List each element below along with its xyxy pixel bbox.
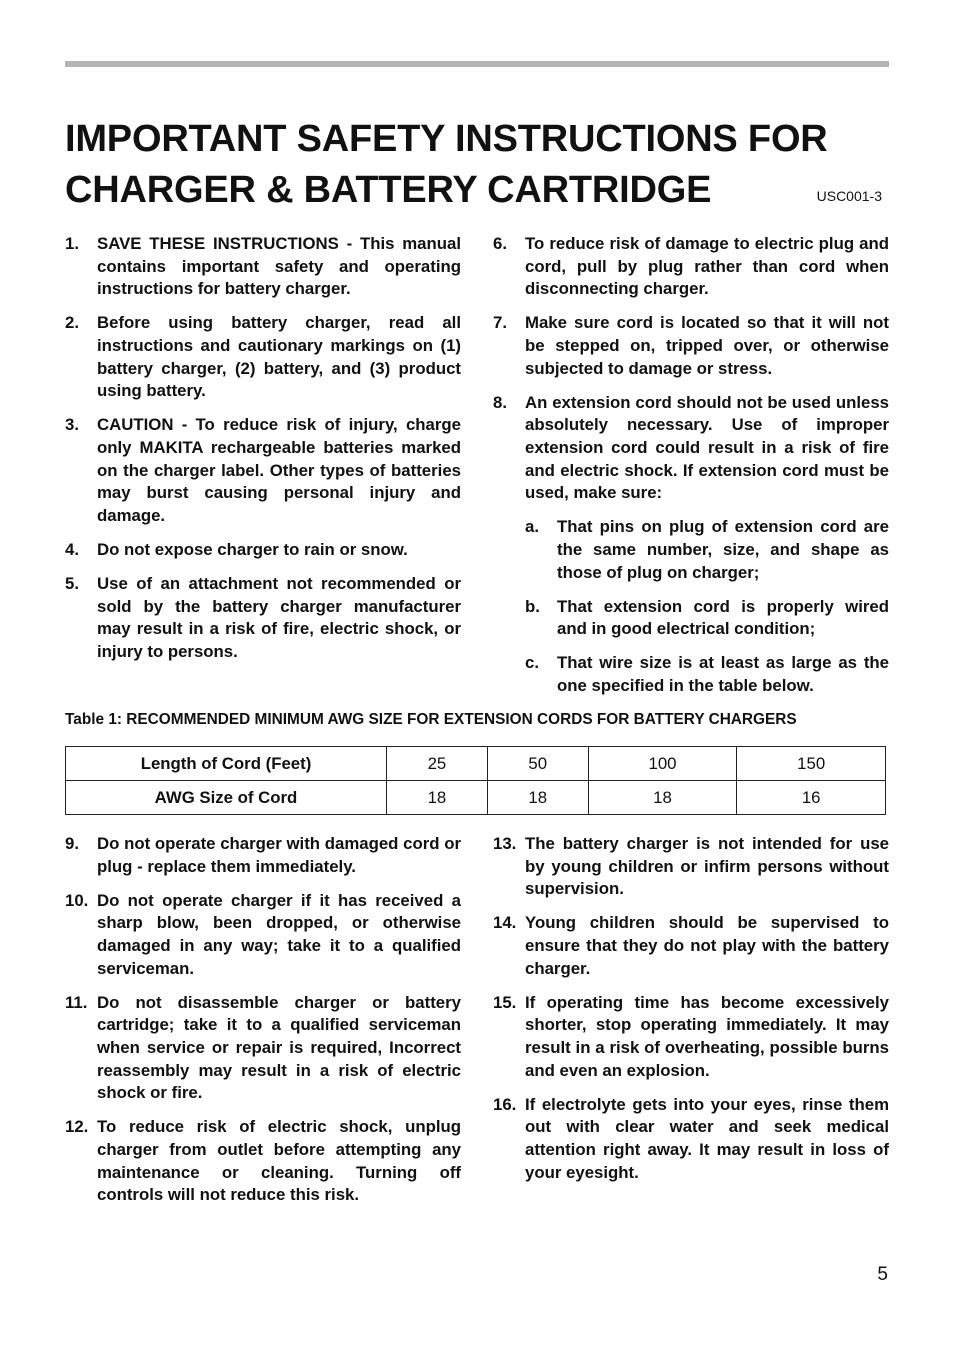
instruction-item-5 — [65, 573, 461, 664]
item-text: An extension cord should not be used unless absolutely necessary. Use of improper extension cord could result in a risk of fire and electric shock. If extension cord must be used, make sure: — [525, 392, 889, 503]
table-cell: 25 — [387, 747, 488, 781]
row-header: AWG Size of Cord — [66, 781, 387, 815]
document-code: USC001-3 — [816, 188, 882, 204]
item-number: 3. — [65, 415, 79, 435]
instruction-subitem-a — [525, 516, 889, 584]
instruction-item-7 — [493, 312, 889, 380]
item-number: 11. — [65, 992, 88, 1012]
instruction-item-3 — [65, 414, 461, 528]
instruction-item-11 — [65, 992, 461, 1106]
table-cell: 18 — [588, 781, 737, 815]
item-text: Do not disassemble charger or battery cartridge; take it to a qualified serviceman when service or repair is required, Incorrect reassembly may result in a risk of electric shock or fire. — [97, 992, 461, 1103]
item-text: Young children should be supervised to ensure that they do not play with the battery charger. — [525, 913, 889, 978]
instruction-subitem-c — [525, 652, 889, 697]
subitem-text: That extension cord is properly wired and in good electrical condition; — [557, 596, 889, 639]
item-text: Make sure cord is located so that it will not be stepped on, tripped over, or otherwise subjected to damage or stress. — [525, 313, 889, 378]
instruction-item-10 — [65, 890, 461, 981]
instruction-item-8 — [493, 392, 889, 506]
subitem-text: That wire size is at least as large as the one specified in the table below. — [557, 653, 889, 695]
table-caption: Table 1: RECOMMENDED MINIMUM AWG SIZE FOR EXTENSION CORDS FOR BATTERY CHARGERS — [65, 711, 797, 728]
table-cell: 50 — [487, 747, 588, 781]
item-text: Before using battery charger, read all instructions and cautionary markings on (1) battery charger, (2) battery, and (3) product using battery. — [97, 313, 461, 401]
item-text: Do not expose charger to rain or snow. — [97, 540, 408, 559]
table-cell: 18 — [387, 781, 488, 815]
item-number: 4. — [65, 540, 79, 559]
item-text: If electrolyte gets into your eyes, rinse them out with clear water and seek medical attention right away. It may result in loss of your eyesight. — [525, 1094, 889, 1182]
instruction-item-13 — [493, 833, 889, 901]
item-text: Do not operate charger with damaged cord or plug - replace them immediately. — [97, 834, 461, 876]
subitem-letter: c. — [525, 653, 539, 673]
item-text: SAVE THESE INSTRUCTIONS - This manual contains important safety and operating instructions for battery charger. — [97, 234, 461, 299]
instructions-bottom-right — [493, 833, 889, 1196]
extension-cord-table — [65, 746, 886, 815]
subitem-letter: b. — [525, 596, 540, 616]
table-cell: 16 — [737, 781, 886, 815]
subitem-text: That pins on plug of extension cord are the same number, size, and shape as those of plug on charger; — [557, 517, 889, 582]
item-number: 10. — [65, 890, 89, 910]
instruction-item-15 — [493, 992, 889, 1083]
page-title — [65, 114, 889, 216]
instructions-top-right — [493, 233, 889, 709]
instruction-item-1 — [65, 233, 461, 301]
subitem-letter: a. — [525, 517, 539, 537]
instruction-item-6 — [493, 233, 889, 301]
item-number: 6. — [493, 234, 507, 253]
table-cell: 100 — [588, 747, 737, 781]
item-number: 9. — [65, 834, 79, 853]
instruction-item-4 — [65, 539, 461, 562]
item-number: 13. — [493, 834, 517, 853]
instruction-item-12 — [65, 1116, 461, 1207]
table-cell: 150 — [737, 747, 886, 781]
item-number: 12. — [65, 1117, 89, 1137]
item-text: Do not operate charger if it has received a sharp blow, been dropped, or otherwise damaged in any way; take it to a qualified serviceman. — [97, 890, 461, 978]
item-text: CAUTION - To reduce risk of injury, charge only MAKITA rechargeable batteries marked on the charger label. Other types of batteries may burst causing personal injury and damage. — [97, 415, 461, 526]
item-number: 5. — [65, 573, 79, 593]
item-number: 15. — [493, 992, 517, 1012]
item-text: To reduce risk of damage to electric plug and cord, pull by plug rather than cord when disconnecting charger. — [525, 234, 889, 299]
row-header: Length of Cord (Feet) — [66, 747, 387, 781]
header-rule — [65, 61, 889, 67]
page-number: 5 — [877, 1264, 888, 1285]
title-line-2: CHARGER & BATTERY CARTRIDGE — [65, 169, 712, 211]
instruction-item-9 — [65, 833, 461, 878]
item-number: 2. — [65, 313, 79, 333]
title-line-1: IMPORTANT SAFETY INSTRUCTIONS FOR — [65, 118, 828, 160]
instruction-item-2 — [65, 312, 461, 403]
instruction-item-14 — [493, 912, 889, 980]
item-number: 7. — [493, 313, 507, 333]
instruction-subitem-b — [525, 596, 889, 641]
item-number: 1. — [65, 234, 79, 253]
instruction-item-16 — [493, 1094, 889, 1185]
item-number: 14. — [493, 913, 517, 933]
table-row — [66, 781, 886, 815]
item-text: To reduce risk of electric shock, unplug charger from outlet before attempting any maintenance or cleaning. Turning off controls will not reduce this risk. — [97, 1117, 461, 1205]
item-number: 8. — [493, 392, 507, 412]
item-text: If operating time has become excessively shorter, stop operating immediately. It may result in a risk of overheating, possible burns and even an explosion. — [525, 992, 889, 1080]
table-cell: 18 — [487, 781, 588, 815]
item-text: The battery charger is not intended for use by young children or infirm persons without supervision. — [525, 834, 889, 899]
item-number: 16. — [493, 1094, 517, 1114]
item-text: Use of an attachment not recommended or sold by the battery charger manufacturer may result in a risk of fire, electric shock, or injury to persons. — [97, 573, 461, 661]
instructions-top-left — [65, 233, 461, 675]
table-row — [66, 747, 886, 781]
instructions-bottom-left — [65, 833, 461, 1218]
